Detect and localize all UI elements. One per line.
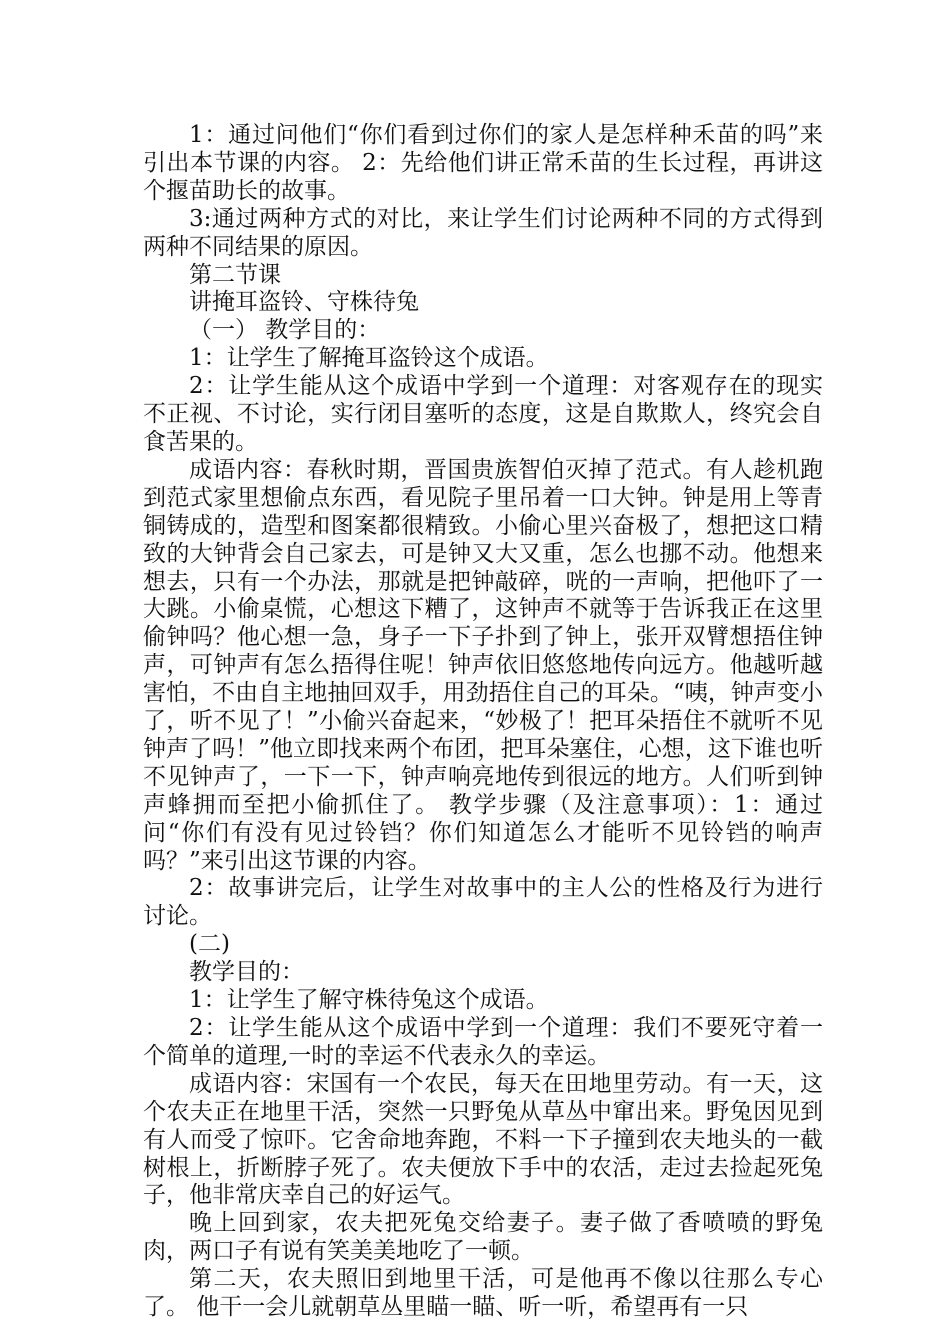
lesson-2-topic: 讲掩耳盗铃、守株待兔 <box>189 289 419 316</box>
paragraph-step-3: 3:通过两种方式的对比，来让学生们讨论两种不同的方式得到两种不同结果的原因。 <box>143 205 823 260</box>
objectives-heading: 教学目的： <box>189 959 304 986</box>
objective-2-shouzhudaitu: 2：让学生能从这个成语中学到一个道理：我们不要死守着一个简单的道理,一时的幸运不代表永久的幸运。 <box>143 1015 823 1069</box>
objective-1: 1：让学生了解掩耳盗铃这个成语。 <box>189 345 549 372</box>
paragraph-step-1-2: 1：通过问他们“你们看到过你们的家人是怎样种禾苗的吗”来引出本节课的内容。 2：先给他们讲正常禾苗的生长过程，再讲这个揠苗助长的故事。 <box>143 122 823 204</box>
story-paragraph-next-day: 第二天，农夫照旧到地里干活，可是他再不像以往那么专心了。 他干一会儿就朝草丛里瞄一瞄、听一听，希望再有一只 <box>143 1266 823 1321</box>
story-paragraph-evening: 晚上回到家，农夫把死兔交给妻子。妻子做了香喷喷的野兔肉，两口子有说有笑美美地吃了一顿。 <box>143 1210 823 1265</box>
objective-1-shouzhudaitu: 1：让学生了解守株待兔这个成语。 <box>189 987 549 1014</box>
objective-2: 2：让学生能从这个成语中学到一个道理：对客观存在的现实不正视、不讨论，实行闭目塞听的态度，这是自欺欺人，终究会自食苦果的。 <box>143 373 823 455</box>
discussion-step-2: 2：故事讲完后，让学生对故事中的主人公的性格及行为进行讨论。 <box>143 875 823 930</box>
subsection-2-heading: (二) <box>189 931 230 958</box>
idiom-story-shouzhudaitu: 成语内容：宋国有一个农民，每天在田地里劳动。有一天，这个农夫正在地里干活，突然一只野兔从草丛中窜出来。野兔因见到有人而受了惊吓。它舍命地奔跑，不料一下子撞到农夫地头的一截树根上，折断脖子死了。农夫便放下手中的农活，走过去捡起死兔子，他非常庆幸自己的好运气。 <box>143 1070 823 1209</box>
section-heading-lesson-2: 第二节课 <box>189 261 281 288</box>
idiom-story-yanerdaoling: 成语内容：春秋时期，晋国贵族智伯灭掉了范式。有人趁机跑到范式家里想偷点东西，看见院子里吊着一口大钟。钟是用上等青铜铸成的，造型和图案都很精致。小偷心里兴奋极了，想把这口精致的大钟背会自己家去，可是钟又大又重，怎么也挪不动。他想来想去，只有一个办法，那就是把钟敲碎，咣的一声响，把他吓了一大跳。小偷桌慌，心想这下糟了，这钟声不就等于告诉我正在这里偷钟吗？他心想一急，身子一下子扑到了钟上，张开双臂想捂住钟声，可钟声有怎么捂得住呢！钟声依旧悠悠地传向远方。他越听越害怕，不由自主地抽回双手，用劲捂住自己的耳朵。“咦，钟声变小了，听不见了！”小偷兴奋起来，“妙极了！把耳朵捂住不就听不见钟声了吗！”他立即找来两个布团，把耳朵塞住，心想，这下谁也听不见钟声了，一下一下，钟声响亮地传到很远的地方。人们听到钟声蜂拥而至把小偷抓住了。 教学步骤（及注意事项）：1：通过问“你们有没有见过铃铛？你们知道怎么才能听不见铃铛的响声吗？”来引出这节课的内容。 <box>143 456 823 874</box>
subsection-1-objectives-heading: （一） 教学目的： <box>189 317 381 344</box>
document-body <box>143 122 823 1322</box>
